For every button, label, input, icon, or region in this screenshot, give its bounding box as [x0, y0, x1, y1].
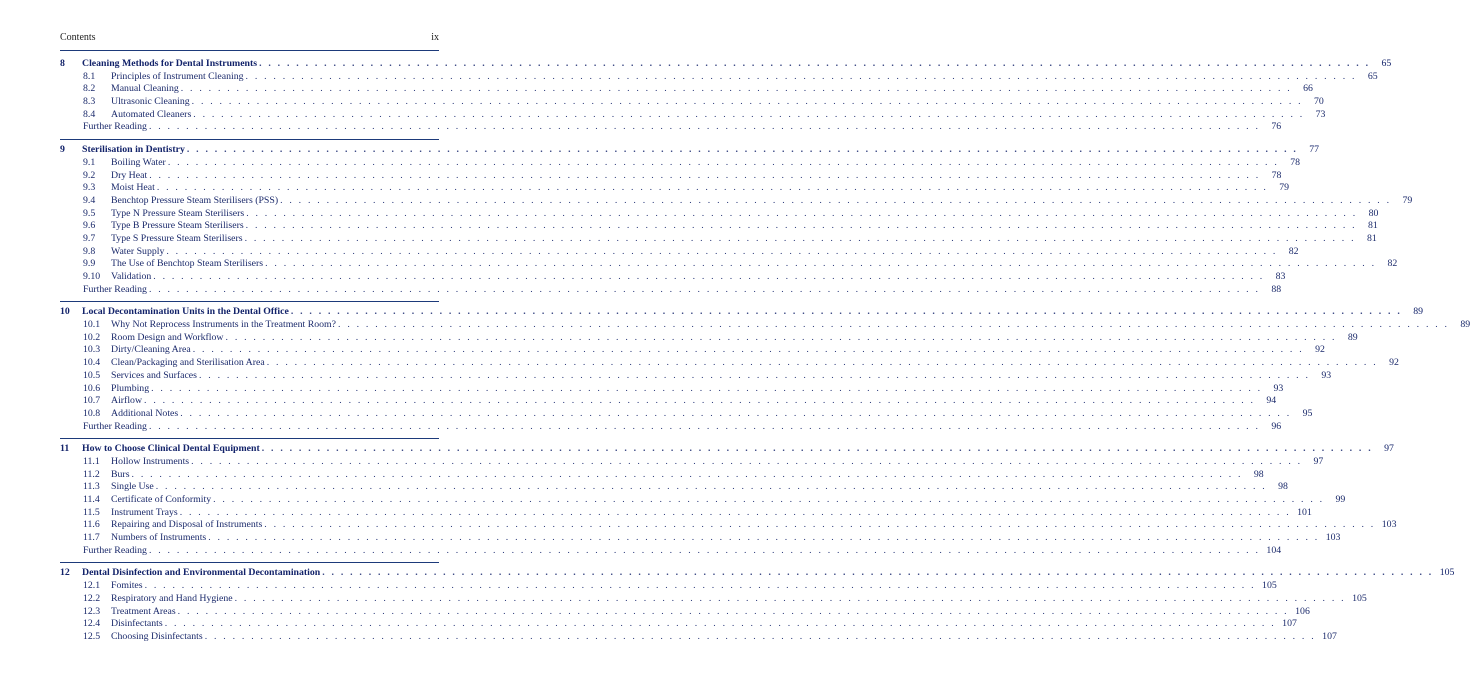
entry-page-number: 79	[1279, 182, 1289, 194]
section-number: 9.4	[83, 194, 96, 206]
dot-leader: . . . . . . . . . . . . . . . . . . . . . . . . . . . . . . . . . . . . . . . . . . . . . . . . . . . . . . . . . . . . . . . . . . . . . . . . . . . . . . . . . . . . . . . . . . . . . . . . . . . . . . . . . . . . . . . . . . . . . . . .	[156, 182, 1268, 194]
running-head-title: Contents	[60, 32, 96, 43]
section-entry[interactable]	[60, 618, 1297, 631]
entry-page-number: 81	[1368, 220, 1378, 232]
section-entry[interactable]	[60, 96, 1324, 109]
entry-page-number: 105	[1439, 567, 1455, 579]
entry-line	[111, 605, 1310, 619]
dot-leader: . . . . . . . . . . . . . . . . . . . . . . . . . . . . . . . . . . . . . . . . . . . . . . . . . . . . . . . . . . . . . . . . . . . . . . . . . . . . . . . . . . . . . . . . . . . . . . . . . . . . . . . . . . . . . . . . . . . . . . . .	[144, 580, 1256, 592]
entry-line	[111, 455, 1324, 469]
entry-line	[111, 519, 1397, 532]
entry-page-number: 82	[1288, 245, 1299, 257]
entry-line	[83, 544, 1282, 558]
entry-page-number: 96	[1271, 420, 1282, 432]
entry-title: Dental Disinfection and Environmental Decontamination	[82, 567, 321, 579]
entry-line	[111, 108, 1326, 122]
chapter-block	[60, 302, 1470, 439]
section-entry[interactable]	[60, 232, 1377, 246]
entry-line	[111, 407, 1313, 421]
entry-title: Additional Notes	[111, 407, 179, 419]
section-entry[interactable]	[60, 382, 1284, 396]
section-number: 9.2	[83, 169, 96, 181]
dot-leader: . . . . . . . . . . . . . . . . . . . . . . . . . . . . . . . . . . . . . . . . . . . . . . . . . . . . . . . . . . . . . . . . . . . . . . . . . . . . . . . . . . . . . . . . . . . . . . . . . . . . . . . . . . . . . . . . . . . . . . . .	[264, 519, 1376, 531]
entry-line	[111, 194, 1413, 208]
section-number: 8.3	[83, 96, 96, 108]
further-reading-entry[interactable]	[60, 420, 1282, 434]
entry-line	[111, 70, 1378, 84]
section-number: 12.2	[83, 592, 101, 604]
section-number: 11.2	[83, 468, 100, 480]
section-number: 9.5	[83, 207, 96, 219]
entry-line	[111, 494, 1346, 507]
section-entry[interactable]	[60, 258, 1398, 271]
entry-page-number: 70	[1314, 96, 1324, 108]
further-reading-entry[interactable]	[60, 121, 1282, 134]
dot-leader: . . . . . . . . . . . . . . . . . . . . . . . . . . . . . . . . . . . . . . . . . . . . . . . . . . . . . . . . . . . . . . . . . . . . . . . . . . . . . . . . . . . . . . . . . . . . . . . . . . . . . . . . . . . . . . . . . . . . . . . .	[167, 156, 1279, 168]
entry-title: Hollow Instruments	[111, 455, 190, 467]
dot-leader: . . . . . . . . . . . . . . . . . . . . . . . . . . . . . . . . . . . . . . . . . . . . . . . . . . . . . . . . . . . . . . . . . . . . . . . . . . . . . . . . . . . . . . . . . . . . . . . . . . . . . . . . . . . . . . . . . . . . . . . .	[204, 630, 1316, 642]
section-number: 10.4	[83, 357, 101, 369]
entry-line	[82, 58, 1392, 71]
entry-page-number: 97	[1384, 443, 1394, 455]
section-entry[interactable]	[60, 207, 1379, 221]
entry-title: Sterilisation in Dentistry	[82, 144, 185, 156]
section-number: 9.3	[83, 182, 96, 194]
entry-page-number: 107	[1322, 630, 1337, 642]
entry-page-number: 80	[1368, 207, 1379, 219]
dot-leader: . . . . . . . . . . . . . . . . . . . . . . . . . . . . . . . . . . . . . . . . . . . . . . . . . . . . . . . . . . . . . . . . . . . . . . . . . . . . . . . . . . . . . . . . . . . . . . . . . . . . . . . . . . . . . . . . . . . . . . . .	[148, 544, 1261, 556]
section-number: 9.1	[83, 156, 96, 168]
entry-line	[111, 395, 1277, 408]
section-entry[interactable]	[60, 108, 1326, 122]
entry-title: Type B Pressure Steam Sterilisers	[111, 220, 244, 232]
entry-title: How to Choose Clinical Dental Equipment	[82, 443, 260, 455]
section-number: 10.5	[83, 369, 101, 381]
dot-leader: . . . . . . . . . . . . . . . . . . . . . . . . . . . . . . . . . . . . . . . . . . . . . . . . . . . . . . . . . . . . . . . . . . . . . . . . . . . . . . . . . . . . . . . . . . . . . . . . . . . . . . . . . . . . . . . . . . . . . . . .	[164, 618, 1276, 630]
chapter-block	[60, 563, 1455, 648]
dot-leader: . . . . . . . . . . . . . . . . . . . . . . . . . . . . . . . . . . . . . . . . . . . . . . . . . . . . . . . . . . . . . . . . . . . . . . . . . . . . . . . . . . . . . . . . . . . . . . . . . . . . . . . . . . . . . . . . . . . . . . . .	[265, 258, 1377, 270]
dot-leader: . . . . . . . . . . . . . . . . . . . . . . . . . . . . . . . . . . . . . . . . . . . . . . . . . . . . . . . . . . . . . . . . . . . . . . . . . . . . . . . . . . . . . . . . . . . . . . . . . . . . . . . . . . . . . . . . . . . . . . . .	[155, 481, 1267, 493]
entry-line	[111, 182, 1289, 195]
dot-leader: . . . . . . . . . . . . . . . . . . . . . . . . . . . . . . . . . . . . . . . . . . . . . . . . . . . . . . . . . . . . . . . . . . . . . . . . . . . . . . . . . . . . . . . . . . . . . . . . . . . . . . . . . . . . . . . . . . . . . . . .	[280, 194, 1392, 206]
entry-page-number: 78	[1271, 169, 1282, 181]
entry-title: Water Supply	[111, 245, 165, 257]
section-number: 10.3	[83, 344, 101, 356]
entry-page-number: 89	[1413, 306, 1423, 318]
entry-title: Local Decontamination Units in the Dental Office	[82, 306, 289, 318]
table-of-contents	[60, 54, 1470, 649]
entry-page-number: 104	[1266, 544, 1282, 556]
entry-line	[111, 232, 1377, 246]
dot-leader: . . . . . . . . . . . . . . . . . . . . . . . . . . . . . . . . . . . . . . . . . . . . . . . . . . . . . . . . . . . . . . . . . . . . . . . . . . . . . . . . . . . . . . . . . . . . . . . . . . . . . . . . . . . . . . . . . . . . . . . .	[131, 468, 1243, 480]
entry-title: The Use of Benchtop Steam Sterilisers	[111, 258, 264, 270]
entry-line	[111, 382, 1284, 396]
section-entry[interactable]	[60, 605, 1310, 619]
entry-line	[82, 443, 1394, 456]
dot-leader: . . . . . . . . . . . . . . . . . . . . . . . . . . . . . . . . . . . . . . . . . . . . . . . . . . . . . . . . . . . . . . . . . . . . . . . . . . . . . . . . . . . . . . . . . . . . . . . . . . . . . . . . . . . . . . . . . . . . . . . .	[148, 283, 1261, 295]
entry-title: Type S Pressure Steam Sterilisers	[111, 232, 243, 244]
section-number: 8.2	[83, 83, 96, 95]
entry-line	[83, 283, 1282, 297]
header-rule	[60, 50, 439, 51]
entry-title: Dry Heat	[111, 169, 148, 181]
entry-title: Certificate of Conformity	[111, 494, 212, 505]
entry-title: Ultrasonic Cleaning	[111, 96, 190, 108]
section-number: 12.1	[83, 580, 101, 592]
section-entry[interactable]	[60, 455, 1324, 469]
further-reading-entry[interactable]	[60, 283, 1282, 297]
section-number: 10.1	[83, 319, 101, 331]
entry-line	[111, 156, 1300, 170]
entry-line	[111, 369, 1332, 383]
dot-leader: . . . . . . . . . . . . . . . . . . . . . . . . . . . . . . . . . . . . . . . . . . . . . . . . . . . . . . . . . . . . . . . . . . . . . . . . . . . . . . . . . . . . . . . . . . . . . . . . . . . . . . . . . . . . . . . . . . . . . . . .	[148, 420, 1261, 432]
entry-page-number: 73	[1315, 108, 1326, 120]
chapter-number: 8	[60, 58, 65, 69]
entry-line	[111, 258, 1398, 271]
section-number: 12.4	[83, 618, 101, 630]
section-entry[interactable]	[60, 532, 1341, 545]
entry-line	[111, 207, 1379, 221]
entry-page-number: 92	[1389, 357, 1399, 369]
entry-line	[83, 420, 1282, 434]
entry-title: Room Design and Workflow	[111, 331, 224, 343]
dot-leader: . . . . . . . . . . . . . . . . . . . . . . . . . . . . . . . . . . . . . . . . . . . . . . . . . . . . . . . . . . . . . . . . . . . . . . . . . . . . . . . . . . . . . . . . . . . . . . . . . . . . . . . . . . . . . . . . . . . . . . . .	[149, 169, 1261, 181]
section-entry[interactable]	[60, 395, 1277, 408]
chapter-block	[60, 54, 1392, 140]
section-entry[interactable]	[60, 580, 1277, 593]
section-number: 12.5	[83, 630, 101, 642]
dot-leader: . . . . . . . . . . . . . . . . . . . . . . . . . . . . . . . . . . . . . . . . . . . . . . . . . . . . . . . . . . . . . . . . . . . . . . . . . . . . . . . . . . . . . . . . . . . . . . . . . . . . . . . . . . . . . . . . . . . . . . . .	[148, 121, 1261, 133]
entry-title: Further Reading	[83, 544, 147, 556]
entry-page-number: 93	[1273, 382, 1284, 394]
entry-line	[111, 481, 1288, 494]
entry-title: Further Reading	[83, 121, 147, 133]
entry-page-number: 78	[1290, 156, 1300, 168]
entry-line	[111, 245, 1299, 259]
chapter-entry[interactable]	[60, 443, 1394, 456]
section-entry[interactable]	[60, 194, 1413, 208]
dot-leader: . . . . . . . . . . . . . . . . . . . . . . . . . . . . . . . . . . . . . . . . . . . . . . . . . . . . . . . . . . . . . . . . . . . . . . . . . . . . . . . . . . . . . . . . . . . . . . . . . . . . . . . . . . . . . . . . . . . . . . . .	[261, 443, 1373, 455]
chapter-number: 11	[60, 443, 70, 455]
section-number: 11.1	[83, 455, 100, 467]
section-number: 8.4	[83, 108, 96, 120]
entry-page-number: 97	[1313, 455, 1324, 467]
entry-line	[111, 344, 1325, 357]
section-entry[interactable]	[60, 357, 1399, 370]
entry-title: Instrument Trays	[111, 506, 178, 518]
entry-title: Further Reading	[83, 283, 147, 295]
entry-title: Treatment Areas	[111, 605, 176, 617]
entry-line	[111, 169, 1282, 183]
dot-leader: . . . . . . . . . . . . . . . . . . . . . . . . . . . . . . . . . . . . . . . . . . . . . . . . . . . . . . . . . . . . . . . . . . . . . . . . . . . . . . . . . . . . . . . . . . . . . . . . . . . . . . . . . . . . . . . . . . . . . . . .	[245, 70, 1357, 82]
section-entry[interactable]	[60, 83, 1313, 96]
entry-title: Type N Pressure Steam Sterilisers	[111, 207, 245, 219]
section-entry[interactable]	[60, 407, 1313, 421]
entry-title: Boiling Water	[111, 156, 166, 168]
section-number: 10.8	[83, 407, 101, 419]
entry-title: Repairing and Disposal of Instruments	[111, 519, 263, 531]
entry-line	[111, 331, 1358, 345]
entry-page-number: 94	[1266, 395, 1277, 407]
entry-title: Dirty/Cleaning Area	[111, 344, 191, 356]
dot-leader: . . . . . . . . . . . . . . . . . . . . . . . . . . . . . . . . . . . . . . . . . . . . . . . . . . . . . . . . . . . . . . . . . . . . . . . . . . . . . . . . . . . . . . . . . . . . . . . . . . . . . . . . . . . . . . . . . . . . . . . .	[338, 319, 1450, 331]
entry-title: Benchtop Pressure Steam Sterilisers (PSS)	[111, 194, 279, 206]
page-number: ix	[431, 32, 439, 43]
dot-leader: . . . . . . . . . . . . . . . . . . . . . . . . . . . . . . . . . . . . . . . . . . . . . . . . . . . . . . . . . . . . . . . . . . . . . . . . . . . . . . . . . . . . . . . . . . . . . . . . . . . . . . . . . . . . . . . . . . . . . . . .	[225, 331, 1337, 343]
section-entry[interactable]	[60, 220, 1378, 233]
section-entry[interactable]	[60, 481, 1288, 494]
entry-title: Why Not Reprocess Instruments in the Treatment Room?	[111, 319, 337, 331]
entry-page-number: 93	[1321, 369, 1332, 381]
entry-line	[111, 319, 1470, 332]
section-number: 9.9	[83, 258, 96, 270]
entry-title: Automated Cleaners	[111, 108, 192, 120]
entry-title: Clean/Packaging and Sterilisation Area	[111, 357, 265, 369]
entry-line	[82, 306, 1423, 319]
section-number: 9.7	[83, 232, 96, 244]
entry-page-number: 89	[1460, 319, 1470, 331]
dot-leader: . . . . . . . . . . . . . . . . . . . . . . . . . . . . . . . . . . . . . . . . . . . . . . . . . . . . . . . . . . . . . . . . . . . . . . . . . . . . . . . . . . . . . . . . . . . . . . . . . . . . . . . . . . . . . . . . . . . . . . . .	[191, 96, 1303, 108]
section-entry[interactable]	[60, 271, 1286, 284]
entry-page-number: 65	[1381, 58, 1392, 69]
dot-leader: . . . . . . . . . . . . . . . . . . . . . . . . . . . . . . . . . . . . . . . . . . . . . . . . . . . . . . . . . . . . . . . . . . . . . . . . . . . . . . . . . . . . . . . . . . . . . . . . . . . . . . . . . . . . . . . . . . . . . . . .	[245, 220, 1357, 232]
dot-leader: . . . . . . . . . . . . . . . . . . . . . . . . . . . . . . . . . . . . . . . . . . . . . . . . . . . . . . . . . . . . . . . . . . . . . . . . . . . . . . . . . . . . . . . . . . . . . . . . . . . . . . . . . . . . . . . . . . . . . . . .	[180, 407, 1292, 419]
chapter-entry[interactable]	[60, 567, 1455, 580]
entry-title: Burs	[111, 468, 130, 480]
section-number: 11.7	[83, 532, 100, 544]
entry-title: Manual Cleaning	[111, 83, 179, 95]
dot-leader: . . . . . . . . . . . . . . . . . . . . . . . . . . . . . . . . . . . . . . . . . . . . . . . . . . . . . . . . . . . . . . . . . . . . . . . . . . . . . . . . . . . . . . . . . . . . . . . . . . . . . . . . . . . . . . . . . . . . . . . .	[177, 605, 1289, 617]
entry-line	[111, 618, 1297, 631]
entry-page-number: 65	[1367, 70, 1378, 82]
entry-page-number: 92	[1315, 344, 1325, 356]
entry-title: Validation	[111, 271, 152, 282]
entry-page-number: 81	[1366, 232, 1377, 244]
entry-title: Numbers of Instruments	[111, 532, 207, 544]
dot-leader: . . . . . . . . . . . . . . . . . . . . . . . . . . . . . . . . . . . . . . . . . . . . . . . . . . . . . . . . . . . . . . . . . . . . . . . . . . . . . . . . . . . . . . . . . . . . . . . . . . . . . . . . . . . . . . . . . . . . . . . .	[244, 232, 1356, 244]
chapter-number: 9	[60, 144, 65, 156]
entry-title: Further Reading	[83, 420, 147, 432]
entry-line	[111, 271, 1286, 284]
entry-page-number: 83	[1275, 271, 1286, 282]
section-entry[interactable]	[60, 468, 1264, 482]
section-number: 11.3	[83, 481, 100, 493]
chapter-number: 12	[60, 567, 70, 579]
entry-title: Services and Surfaces	[111, 369, 197, 381]
entry-title: Plumbing	[111, 382, 150, 394]
section-number: 9.6	[83, 220, 96, 232]
entry-page-number: 98	[1253, 468, 1264, 480]
entry-line	[82, 567, 1455, 580]
section-number: 12.3	[83, 605, 101, 617]
entry-line	[111, 592, 1367, 606]
entry-page-number: 101	[1297, 506, 1312, 518]
dot-leader: . . . . . . . . . . . . . . . . . . . . . . . . . . . . . . . . . . . . . . . . . . . . . . . . . . . . . . . . . . . . . . . . . . . . . . . . . . . . . . . . . . . . . . . . . . . . . . . . . . . . . . . . . . . . . . . . . . . . . . . .	[166, 245, 1278, 257]
dot-leader: . . . . . . . . . . . . . . . . . . . . . . . . . . . . . . . . . . . . . . . . . . . . . . . . . . . . . . . . . . . . . . . . . . . . . . . . . . . . . . . . . . . . . . . . . . . . . . . . . . . . . . . . . . . . . . . . . . . . . . . .	[191, 455, 1303, 467]
dot-leader: . . . . . . . . . . . . . . . . . . . . . . . . . . . . . . . . . . . . . . . . . . . . . . . . . . . . . . . . . . . . . . . . . . . . . . . . . . . . . . . . . . . . . . . . . . . . . . . . . . . . . . . . . . . . . . . . . . . . . . . .	[290, 306, 1402, 318]
section-entry[interactable]	[60, 630, 1337, 644]
entry-page-number: 82	[1387, 258, 1398, 270]
entry-line	[111, 630, 1337, 644]
dot-leader: . . . . . . . . . . . . . . . . . . . . . . . . . . . . . . . . . . . . . . . . . . . . . . . . . . . . . . . . . . . . . . . . . . . . . . . . . . . . . . . . . . . . . . . . . . . . . . . . . . . . . . . . . . . . . . . . . . . . . . . .	[266, 357, 1378, 369]
section-number: 9.8	[83, 245, 96, 257]
entry-page-number: 103	[1381, 519, 1397, 531]
section-entry[interactable]	[60, 506, 1312, 520]
chapter-entry[interactable]	[60, 306, 1423, 319]
entry-title: Disinfectants	[111, 618, 163, 630]
running-head	[60, 32, 439, 43]
entry-page-number: 88	[1271, 283, 1282, 295]
dot-leader: . . . . . . . . . . . . . . . . . . . . . . . . . . . . . . . . . . . . . . . . . . . . . . . . . . . . . . . . . . . . . . . . . . . . . . . . . . . . . . . . . . . . . . . . . . . . . . . . . . . . . . . . . . . . . . . . . . . . . . . .	[208, 532, 1320, 544]
entry-line	[111, 468, 1264, 482]
entry-line	[111, 220, 1378, 233]
entry-line	[83, 121, 1282, 134]
entry-page-number: 95	[1302, 407, 1313, 419]
section-entry[interactable]	[60, 519, 1397, 532]
entry-title: Single Use	[111, 481, 154, 493]
chapter-entry[interactable]	[60, 144, 1320, 157]
dot-leader: . . . . . . . . . . . . . . . . . . . . . . . . . . . . . . . . . . . . . . . . . . . . . . . . . . . . . . . . . . . . . . . . . . . . . . . . . . . . . . . . . . . . . . . . . . . . . . . . . . . . . . . . . . . . . . . . . . . . . . . .	[246, 207, 1358, 219]
entry-line	[111, 580, 1277, 593]
entry-page-number: 103	[1325, 532, 1341, 544]
further-reading-entry[interactable]	[60, 544, 1282, 558]
entry-title: Airflow	[111, 395, 143, 407]
entry-page-number: 77	[1309, 144, 1320, 156]
entry-title: Cleaning Methods for Dental Instruments	[82, 58, 258, 69]
entry-line	[111, 96, 1324, 109]
dot-leader: . . . . . . . . . . . . . . . . . . . . . . . . . . . . . . . . . . . . . . . . . . . . . . . . . . . . . . . . . . . . . . . . . . . . . . . . . . . . . . . . . . . . . . . . . . . . . . . . . . . . . . . . . . . . . . . . . . . . . . . .	[234, 592, 1346, 604]
dot-leader: . . . . . . . . . . . . . . . . . . . . . . . . . . . . . . . . . . . . . . . . . . . . . . . . . . . . . . . . . . . . . . . . . . . . . . . . . . . . . . . . . . . . . . . . . . . . . . . . . . . . . . . . . . . . . . . . . . . . . . . .	[186, 144, 1299, 156]
entry-page-number: 98	[1278, 481, 1288, 493]
entry-page-number: 99	[1335, 494, 1346, 505]
section-entry[interactable]	[60, 169, 1282, 183]
section-entry[interactable]	[60, 344, 1325, 357]
section-entry[interactable]	[60, 369, 1332, 383]
dot-leader: . . . . . . . . . . . . . . . . . . . . . . . . . . . . . . . . . . . . . . . . . . . . . . . . . . . . . . . . . . . . . . . . . . . . . . . . . . . . . . . . . . . . . . . . . . . . . . . . . . . . . . . . . . . . . . . . . . . . . . . .	[151, 382, 1263, 394]
dot-leader: . . . . . . . . . . . . . . . . . . . . . . . . . . . . . . . . . . . . . . . . . . . . . . . . . . . . . . . . . . . . . . . . . . . . . . . . . . . . . . . . . . . . . . . . . . . . . . . . . . . . . . . . . . . . . . . . . . . . . . . .	[322, 567, 1434, 579]
entry-page-number: 76	[1271, 121, 1282, 133]
entry-page-number: 66	[1303, 83, 1313, 95]
section-entry[interactable]	[60, 156, 1300, 170]
dot-leader: . . . . . . . . . . . . . . . . . . . . . . . . . . . . . . . . . . . . . . . . . . . . . . . . . . . . . . . . . . . . . . . . . . . . . . . . . . . . . . . . . . . . . . . . . . . . . . . . . . . . . . . . . . . . . . . . . . . . . . . .	[198, 369, 1311, 381]
entry-title: Fomites	[111, 580, 143, 592]
section-number: 8.1	[83, 70, 96, 82]
section-entry[interactable]	[60, 245, 1299, 259]
section-number: 9.10	[83, 271, 101, 282]
section-number: 11.4	[83, 494, 100, 505]
dot-leader: . . . . . . . . . . . . . . . . . . . . . . . . . . . . . . . . . . . . . . . . . . . . . . . . . . . . . . . . . . . . . . . . . . . . . . . . . . . . . . . . . . . . . . . . . . . . . . . . . . . . . . . . . . . . . . . . . . . . . . . .	[192, 344, 1304, 356]
entry-title: Respiratory and Hand Hygiene	[111, 592, 233, 604]
entry-page-number: 105	[1262, 580, 1277, 592]
section-number: 10.7	[83, 395, 101, 407]
chapter-block	[60, 140, 1413, 302]
section-number: 11.6	[83, 519, 100, 531]
entry-title: Moist Heat	[111, 182, 155, 194]
entry-line	[111, 532, 1341, 545]
dot-leader: . . . . . . . . . . . . . . . . . . . . . . . . . . . . . . . . . . . . . . . . . . . . . . . . . . . . . . . . . . . . . . . . . . . . . . . . . . . . . . . . . . . . . . . . . . . . . . . . . . . . . . . . . . . . . . . . . . . . . . . .	[180, 83, 1292, 95]
entry-page-number: 89	[1347, 331, 1358, 343]
section-entry[interactable]	[60, 494, 1346, 507]
entry-title: Choosing Disinfectants	[111, 630, 203, 642]
section-entry[interactable]	[60, 70, 1378, 84]
entry-page-number: 105	[1352, 592, 1367, 604]
dot-leader: . . . . . . . . . . . . . . . . . . . . . . . . . . . . . . . . . . . . . . . . . . . . . . . . . . . . . . . . . . . . . . . . . . . . . . . . . . . . . . . . . . . . . . . . . . . . . . . . . . . . . . . . . . . . . . . . . . . . . . . .	[193, 108, 1305, 120]
section-entry[interactable]	[60, 592, 1367, 606]
entry-title: Principles of Instrument Cleaning	[111, 70, 244, 82]
section-number: 10.2	[83, 331, 101, 343]
entry-line	[82, 144, 1320, 157]
dot-leader: . . . . . . . . . . . . . . . . . . . . . . . . . . . . . . . . . . . . . . . . . . . . . . . . . . . . . . . . . . . . . . . . . . . . . . . . . . . . . . . . . . . . . . . . . . . . . . . . . . . . . . . . . . . . . . . . . . . . . . . .	[153, 271, 1265, 282]
chapter-block	[60, 439, 1397, 563]
entry-line	[111, 83, 1313, 96]
section-number: 10.6	[83, 382, 101, 394]
section-entry[interactable]	[60, 319, 1470, 332]
entry-page-number: 107	[1282, 618, 1297, 630]
entry-page-number: 79	[1402, 194, 1413, 206]
section-number: 11.5	[83, 506, 100, 518]
dot-leader: . . . . . . . . . . . . . . . . . . . . . . . . . . . . . . . . . . . . . . . . . . . . . . . . . . . . . . . . . . . . . . . . . . . . . . . . . . . . . . . . . . . . . . . . . . . . . . . . . . . . . . . . . . . . . . . . . . . . . . . .	[144, 395, 1256, 407]
chapter-entry[interactable]	[60, 58, 1392, 71]
dot-leader: . . . . . . . . . . . . . . . . . . . . . . . . . . . . . . . . . . . . . . . . . . . . . . . . . . . . . . . . . . . . . . . . . . . . . . . . . . . . . . . . . . . . . . . . . . . . . . . . . . . . . . . . . . . . . . . . . . . . . . . .	[213, 494, 1325, 505]
entry-page-number: 106	[1295, 605, 1310, 617]
entry-line	[111, 357, 1399, 370]
entry-line	[111, 506, 1312, 520]
chapter-number: 10	[60, 306, 70, 318]
section-entry[interactable]	[60, 331, 1358, 345]
section-entry[interactable]	[60, 182, 1289, 195]
dot-leader: . . . . . . . . . . . . . . . . . . . . . . . . . . . . . . . . . . . . . . . . . . . . . . . . . . . . . . . . . . . . . . . . . . . . . . . . . . . . . . . . . . . . . . . . . . . . . . . . . . . . . . . . . . . . . . . . . . . . . . . .	[179, 506, 1291, 518]
dot-leader: . . . . . . . . . . . . . . . . . . . . . . . . . . . . . . . . . . . . . . . . . . . . . . . . . . . . . . . . . . . . . . . . . . . . . . . . . . . . . . . . . . . . . . . . . . . . . . . . . . . . . . . . . . . . . . . . . . . . . . . .	[259, 58, 1371, 69]
